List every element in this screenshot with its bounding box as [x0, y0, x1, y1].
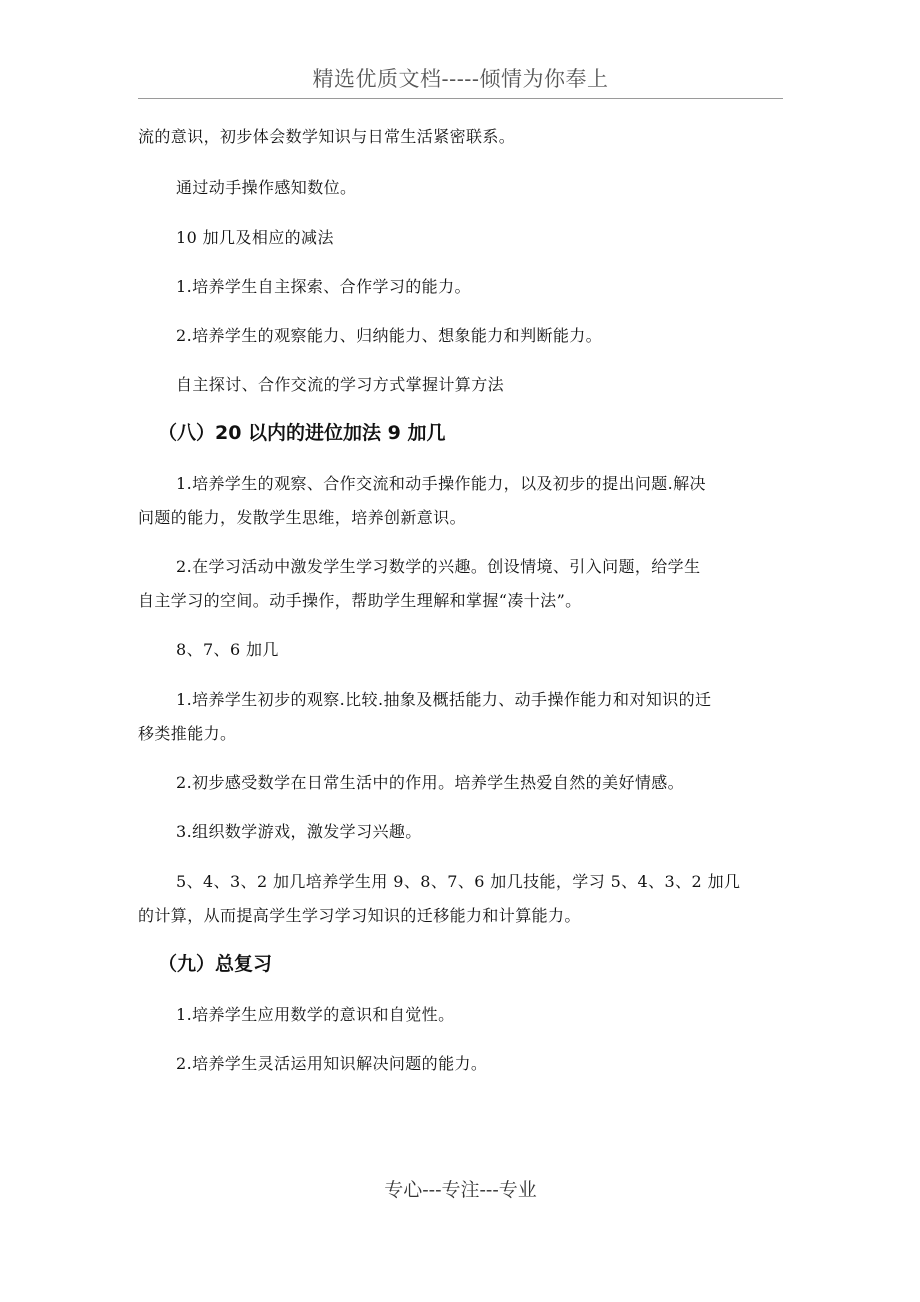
paragraph-line: 问题的能力，发散学生思维，培养创新意识。 [138, 508, 467, 527]
paragraph-line: 5、4、3、2 加几培养学生用 9、8、7、6 加几技能，学习 5、4、3、2 加几 [176, 872, 741, 891]
paragraph-line: 2.初步感受数学在日常生活中的作用。培养学生热爱自然的美好情感。 [176, 773, 685, 792]
paragraph-line: 2.培养学生灵活运用知识解决问题的能力。 [176, 1054, 488, 1073]
paragraph-line: 1.培养学生初步的观察.比较.抽象及概括能力、动手操作能力和对知识的迁 [176, 690, 712, 709]
paragraph-line: 1.培养学生的观察、合作交流和动手操作能力，以及初步的提出问题.解决 [176, 474, 706, 493]
paragraph-line: 通过动手操作感知数位。 [176, 178, 357, 197]
paragraph-line: 2.培养学生的观察能力、归纳能力、想象能力和判断能力。 [176, 326, 603, 345]
subheading-876-add: 8、7、6 加几 [176, 640, 279, 659]
section-heading-9: （九）总复习 [158, 953, 273, 975]
paragraph-line: 自主学习的空间。动手操作，帮助学生理解和掌握“凑十法”。 [138, 591, 582, 610]
paragraph-line: 3.组织数学游戏，激发学习兴趣。 [176, 822, 422, 841]
paragraph-line: 的计算，从而提高学生学习学习知识的迁移能力和计算能力。 [138, 906, 581, 925]
page-footer-text: 专心---专注---专业 [384, 1179, 537, 1201]
header-divider [138, 98, 783, 99]
paragraph-line: 自主探讨、合作交流的学习方式掌握计算方法 [176, 375, 505, 394]
paragraph-line: 1.培养学生自主探索、合作学习的能力。 [176, 277, 471, 296]
page-header-title: 精选优质文档-----倾情为你奉上 [312, 67, 609, 91]
paragraph-line: 移类推能力。 [138, 724, 237, 743]
paragraph-line: 2.在学习活动中激发学生学习数学的兴趣。创设情境、引入问题，给学生 [176, 557, 701, 576]
paragraph-line: 流的意识，初步体会数学知识与日常生活紧密联系。 [138, 127, 516, 146]
paragraph-line: 1.培养学生应用数学的意识和自觉性。 [176, 1005, 455, 1024]
section-heading-8: （八）20 以内的进位加法 9 加几 [158, 422, 446, 444]
subheading-10-add: 10 加几及相应的减法 [176, 228, 334, 247]
